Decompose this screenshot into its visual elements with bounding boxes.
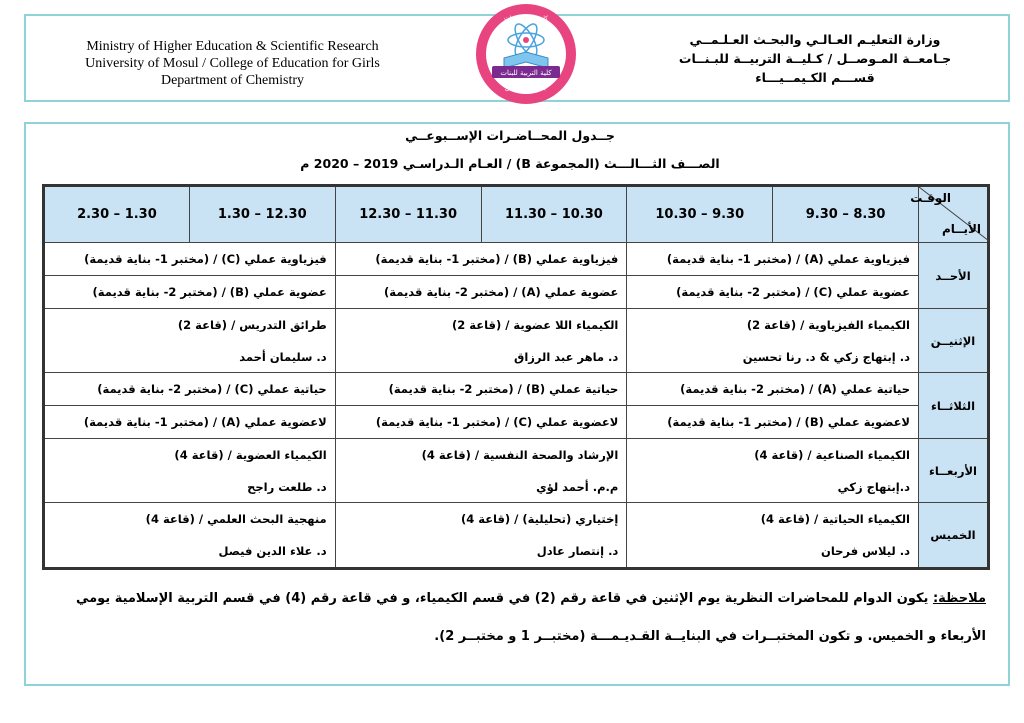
time-slot-header: 8.30 – 9.30	[773, 186, 919, 243]
lab-cell: لاعضوية عملي (B) / (مختبر 1- بناية قديمة)	[627, 406, 919, 439]
time-slot-header: 12.30 – 1.30	[189, 186, 335, 243]
lab-cell: فيزياوية عملي (B) / (مختبر 1- بناية قديمة)	[335, 243, 627, 276]
table-row	[44, 373, 989, 406]
lab-cell: لاعضوية عملي (A) / (مختبر 1- بناية قديمة)	[44, 406, 336, 439]
table-row	[44, 406, 989, 439]
lecture-teacher: د. علاء الدين فيصل	[44, 535, 336, 568]
corner-cell	[910, 186, 989, 243]
table-row	[44, 243, 989, 276]
schedule-title: جــدول المحــاضـرات الإســبوعــي	[405, 128, 615, 143]
college-logo	[474, 2, 578, 106]
table-row	[44, 471, 989, 503]
day-tuesday: الثلاثــاء	[919, 373, 989, 439]
university-ar: جـامعــة المـوصــل / كـليــة التربيــة للبـنــات	[678, 51, 952, 66]
lab-cell: حياتية عملي (C) / (مختبر 2- بناية قديمة)	[44, 373, 336, 406]
ministry-ar: وزارة التعليـم العـالـي والبحـث العـلـمــي	[689, 32, 941, 47]
logo-bottom-text: جامعة الموصل	[504, 84, 548, 92]
time-slot-header: 11.30 – 12.30	[335, 186, 481, 243]
corner-time-label: الوقـت	[910, 191, 951, 205]
ministry-en: Ministry of Higher Education & Scientific Research	[86, 39, 379, 54]
logo-ribbon-text: كلية التربية للبنات	[500, 69, 552, 77]
arabic-header	[650, 30, 980, 87]
lecture-teacher: د. ليلاس فرحان	[627, 535, 919, 568]
schedule-subtitle: الصـــف الثـــالـــث (المجموعة B) / العـام الـدراسـي 2019 – 2020 م	[300, 156, 720, 171]
table-row	[44, 276, 989, 309]
lecture-course: الكيمياء الصناعية / (قاعة 4)	[627, 438, 919, 470]
atom-nucleus-icon	[523, 37, 529, 43]
lecture-teacher: م.م. أحمد لؤي	[335, 471, 627, 503]
lab-cell: عضوية عملي (C) / (مختبر 2- بناية قديمة)	[627, 276, 919, 309]
day-sunday: الأحــد	[919, 243, 989, 309]
time-slot-header: 1.30 – 2.30	[44, 186, 190, 243]
day-monday: الإثنيــن	[919, 308, 989, 373]
lab-cell: حياتية عملي (B) / (مختبر 2- بناية قديمة)	[335, 373, 627, 406]
lecture-course: الإرشاد والصحة النفسية / (قاعة 4)	[335, 438, 627, 470]
logo-top-text: كلية التربية للبنات	[504, 15, 548, 22]
lecture-course: إختياري (تحليلية) / (قاعة 4)	[335, 503, 627, 535]
lecture-course: الكيمياء الفيزياوية / (قاعة 2)	[627, 308, 919, 340]
lab-cell: فيزياوية عملي (A) / (مختبر 1- بناية قديمة)	[627, 243, 919, 276]
table-row	[44, 535, 989, 568]
time-header-row	[44, 186, 989, 243]
note-label: ملاحظة:	[932, 591, 986, 606]
day-thursday: الخميس	[919, 503, 989, 569]
table-row	[44, 308, 989, 340]
lab-cell: عضوية عملي (B) / (مختبر 2- بناية قديمة)	[44, 276, 336, 309]
department-en: Department of Chemistry	[160, 73, 305, 88]
lecture-course: الكيمياء اللا عضوية / (قاعة 2)	[335, 308, 627, 340]
department-ar: قســـم الكـيمــيـــاء	[755, 70, 875, 85]
lecture-course: منهجية البحث العلمي / (قاعة 4)	[44, 503, 336, 535]
lecture-teacher: د.إبتهاج زكي	[627, 471, 919, 503]
schedule-table	[42, 184, 990, 570]
lecture-teacher: د. إنتصار عادل	[335, 535, 627, 568]
time-slot-header: 9.30 – 10.30	[627, 186, 773, 243]
lecture-course: الكيمياء الحياتية / (قاعة 4)	[627, 503, 919, 535]
corner-days-label: الأيــام	[941, 222, 981, 237]
table-row	[44, 503, 989, 535]
note-text: يكون الدوام للمحاضرات النظرية يوم الإثنين في قاعة رقم (2) في قسم الكيمياء، و في قاعة رقم (4) في قسم التربية الإسلامية يومي الأربعاء و الخميس. و تكون المختبــرات في البنايــة القـديـمـــة (مختبــر 1 و مختبــر 2).	[75, 591, 986, 644]
lecture-teacher: د. إبتهاج زكي & د. رنا تحسين	[627, 341, 919, 373]
lab-cell: عضوية عملي (A) / (مختبر 2- بناية قديمة)	[335, 276, 627, 309]
schedule-note	[36, 580, 986, 656]
lecture-teacher: د. طلعت راجح	[44, 471, 336, 503]
table-row	[44, 438, 989, 470]
lecture-course: طرائق التدريس / (قاعة 2)	[44, 308, 336, 340]
time-slot-header: 10.30 – 11.30	[481, 186, 627, 243]
table-row	[44, 341, 989, 373]
english-header	[40, 38, 425, 89]
lab-cell: حياتية عملي (A) / (مختبر 2- بناية قديمة)	[627, 373, 919, 406]
lecture-teacher: د. ماهر عبد الرزاق	[335, 341, 627, 373]
lecture-course: الكيمياء العضوية / (قاعة 4)	[44, 438, 336, 470]
lab-cell: لاعضوية عملي (C) / (مختبر 1- بناية قديمة)	[335, 406, 627, 439]
lecture-teacher: د. سليمان أحمد	[44, 341, 336, 373]
university-en: University of Mosul / College of Education for Girls	[85, 56, 380, 71]
day-wednesday: الأربعــاء	[919, 438, 989, 503]
lab-cell: فيزياوية عملي (C) / (مختبر 1- بناية قديمة)	[44, 243, 336, 276]
